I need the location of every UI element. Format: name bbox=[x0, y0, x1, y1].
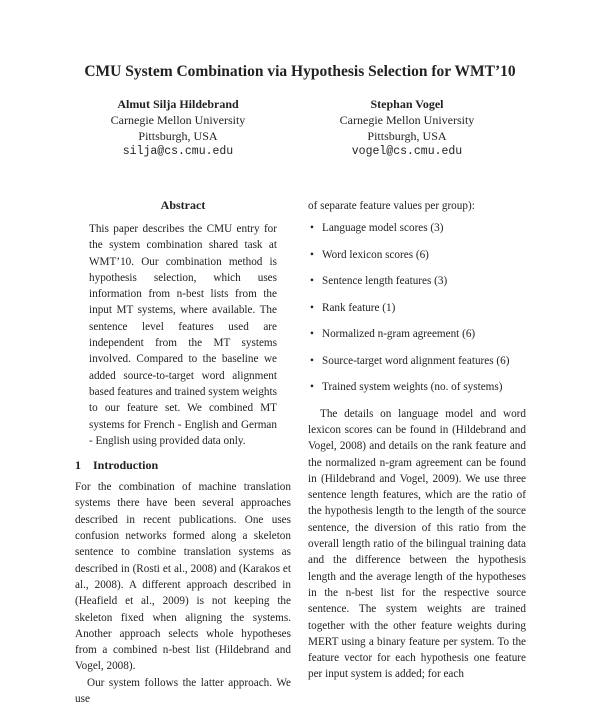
feature-label: Language model scores (3) bbox=[322, 222, 444, 235]
author-location: Pittsburgh, USA bbox=[138, 129, 218, 143]
feature-list-item bbox=[308, 353, 526, 369]
section-heading bbox=[75, 457, 291, 473]
right-column bbox=[308, 198, 526, 683]
paragraph: Our system follows the latter approach. We use bbox=[75, 676, 291, 706]
feature-label: Rank feature (1) bbox=[322, 301, 396, 314]
feature-list-item bbox=[308, 300, 526, 316]
feature-label: Normalized n-gram agreement (6) bbox=[322, 328, 476, 341]
bullet-icon: • bbox=[310, 328, 314, 341]
author-affiliation: Carnegie Mellon University bbox=[110, 113, 246, 127]
feature-list bbox=[308, 220, 526, 395]
left-column bbox=[75, 198, 291, 707]
section-number: 1 bbox=[75, 458, 81, 473]
feature-label: Trained system weights (no. of systems) bbox=[322, 381, 503, 394]
bullet-icon: • bbox=[310, 381, 314, 394]
abstract-section bbox=[89, 198, 277, 449]
bullet-icon: • bbox=[310, 248, 314, 261]
bullet-icon: • bbox=[310, 222, 314, 235]
author-2 bbox=[287, 96, 527, 160]
feature-label: Sentence length features (3) bbox=[322, 275, 448, 288]
feature-label: Word lexicon scores (6) bbox=[322, 248, 429, 261]
abstract-heading: Abstract bbox=[160, 198, 206, 212]
feature-list-item bbox=[308, 326, 526, 342]
bullet-icon: • bbox=[310, 301, 314, 314]
bullet-icon: • bbox=[310, 275, 314, 288]
author-email: vogel@cs.cmu.edu bbox=[351, 145, 463, 158]
paragraph: For the combination of machine translation systems there have been several approaches described in recent publications. One uses confusion networks formed along a skeleton sentence to combine translation systems as described in (Rosti et al., 2008) and (Karakos et al., 2008). A different approach described in (Heafield et al., 2009) is not keeping the skeleton fixed when aligning the systems. Another approach selects whole hypotheses from a combined n-best list (Hildebrand and Vogel, 2008). bbox=[75, 481, 291, 673]
bullet-icon: • bbox=[310, 354, 314, 367]
introduction-section bbox=[75, 457, 291, 707]
author-1 bbox=[58, 96, 298, 160]
paragraph: of separate feature values per group): bbox=[308, 200, 475, 212]
feature-list-item bbox=[308, 379, 526, 395]
feature-list-item bbox=[308, 247, 526, 263]
author-name: Stephan Vogel bbox=[370, 97, 444, 111]
author-location: Pittsburgh, USA bbox=[367, 129, 447, 143]
author-email: silja@cs.cmu.edu bbox=[122, 145, 234, 158]
section-title: Introduction bbox=[93, 458, 159, 473]
author-name: Almut Silja Hildebrand bbox=[117, 97, 239, 111]
paper-title: CMU System Combination via Hypothesis Selection for WMT’10 bbox=[84, 63, 516, 80]
feature-label: Source-target word alignment features (6) bbox=[322, 354, 510, 367]
feature-list-item bbox=[308, 220, 526, 236]
feature-list-item bbox=[308, 273, 526, 289]
paragraph: The details on language model and word lexicon scores can be found in (Hildebrand and Vogel, 2008) and details on the rank feature and the normalized n-gram agreement can be found in (Hildebrand and Vogel, 2009). We use three sentence length features, which are the ratio of the hypothesis length to the length of the source sentence, the diversion of this ratio from the overall length ratio of the bilingual training data and the difference between the hypothesis length and the average length of the hypotheses in the n-best list for the respective source sentence. The system weights are trained together with the other feature weights during MERT using a binary feature per system. To the feature vector for each hypothesis one feature per input system is added; for each bbox=[308, 407, 526, 681]
abstract-text: This paper describes the CMU entry for the system combination shared task at WMT’10. Our combination method is hypothesis selection, which uses information from n-best lists from the input MT systems, where available. The sentence level features used are independent from the MT systems involved. Compared to the baseline we added source-to-target word alignment based features and trained system weights to our feature set. We combined MT systems for French - English and German - English using provided data only. bbox=[89, 223, 277, 447]
author-affiliation: Carnegie Mellon University bbox=[339, 113, 475, 127]
